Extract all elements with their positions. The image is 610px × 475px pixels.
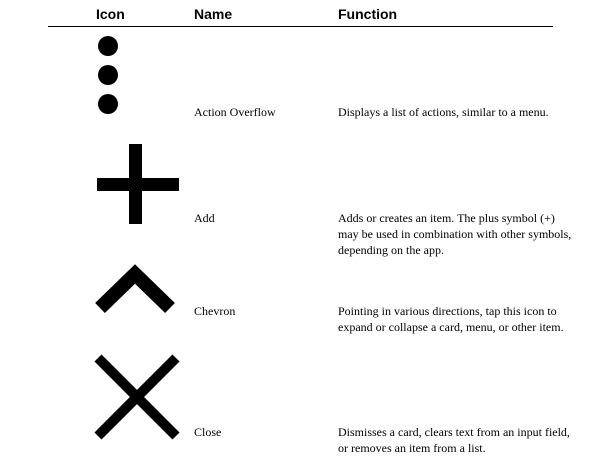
row-name: Close <box>194 425 222 439</box>
header-divider <box>48 26 553 27</box>
column-header-function: Function <box>338 6 398 22</box>
row-function: Dismisses a card, clears text from an input field, or removes an item from a list. <box>338 425 570 455</box>
row-function: Pointing in various directions, tap this icon to expand or collapse a card, menu, or other item. <box>338 304 564 334</box>
row-function: Adds or creates an item. The plus symbol (+) may be used in combination with other symbols, depending on the app. <box>338 211 572 257</box>
more-vert-icon <box>88 34 188 119</box>
row-name: Add <box>194 211 215 225</box>
row-name: Chevron <box>194 304 236 318</box>
plus-icon <box>88 142 188 227</box>
column-header-icon: Icon <box>96 6 125 22</box>
row-function: Displays a list of actions, similar to a menu. <box>338 105 549 119</box>
row-name: Action Overflow <box>194 105 276 119</box>
chevron-up-icon <box>88 260 188 320</box>
close-icon <box>88 352 188 442</box>
column-header-name: Name <box>194 6 233 22</box>
